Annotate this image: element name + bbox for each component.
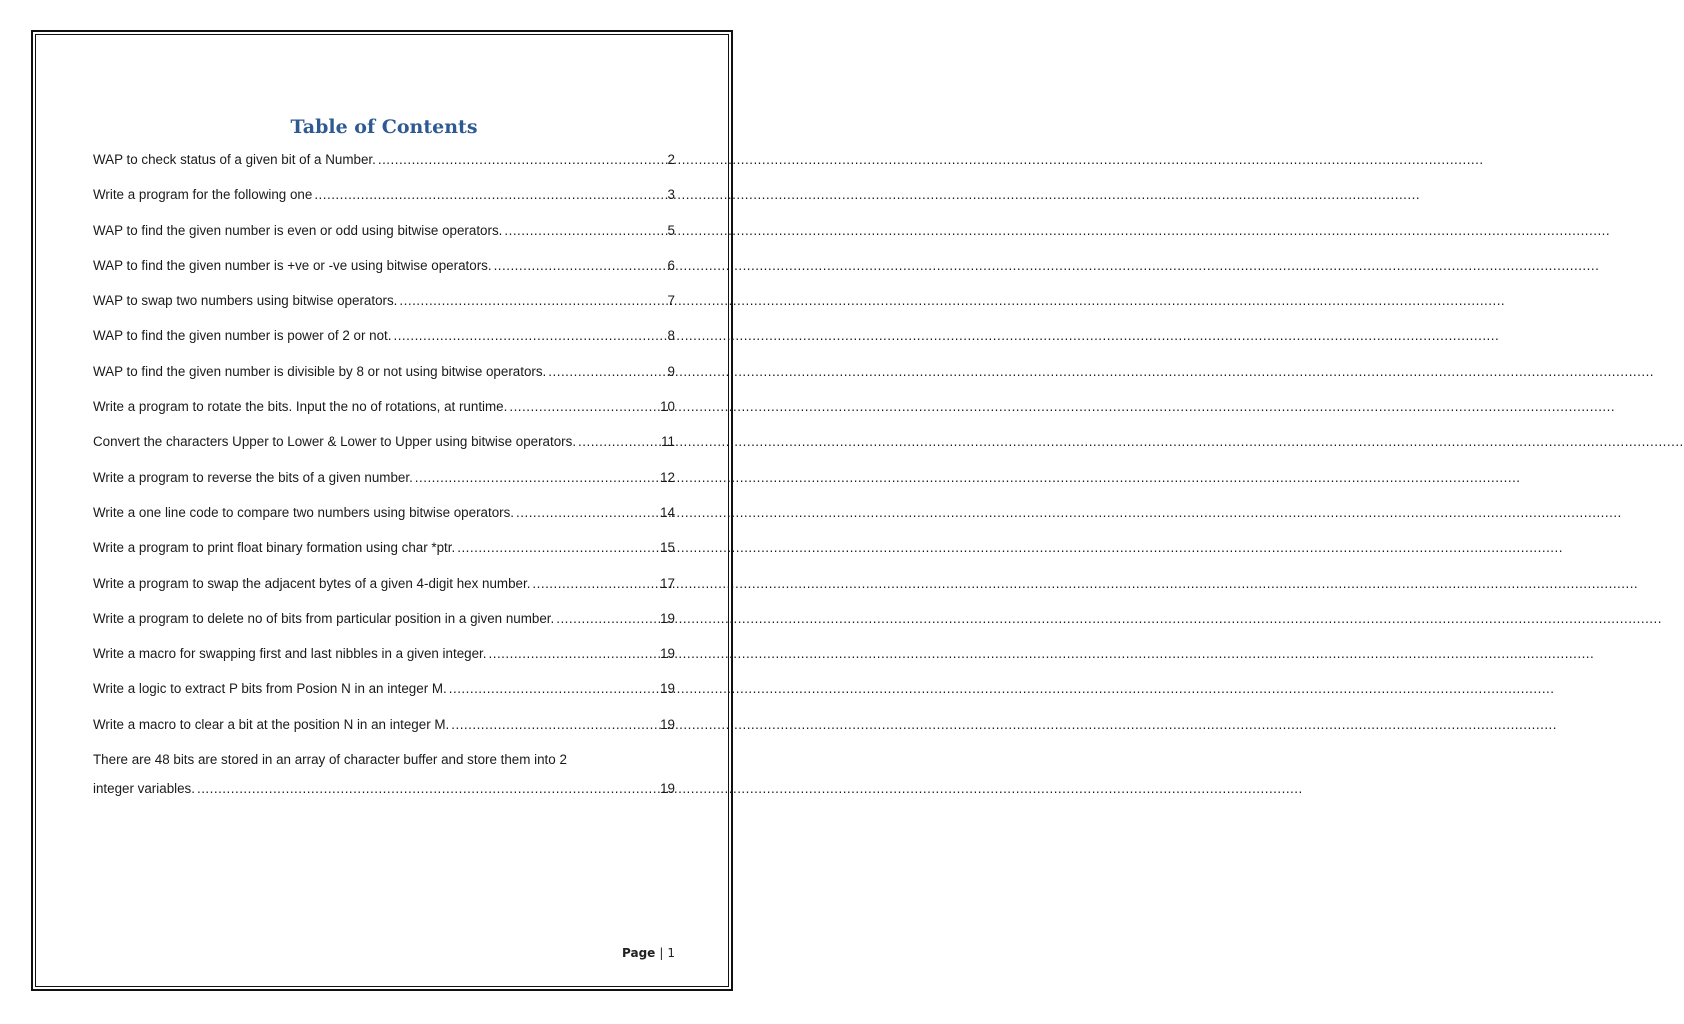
toc-entry-text: WAP to find the given number is even or odd using bitwise operators. [93,222,503,238]
toc-title: Table of Contents [290,116,478,138]
toc-entry-page: 6 [667,257,675,273]
toc-entry-text: Write a macro to clear a bit at the position N in an integer M. [93,716,450,732]
toc-entry-text: Write a program to delete no of bits from particular position in a given number. [93,610,555,626]
toc-entry-leader [509,397,658,417]
toc-entry-text: Write a one line code to compare two numbers using bitwise operators. [93,504,515,520]
toc-entry-text: Write a program to print float binary formation using char *ptr. [93,540,456,556]
toc-entry-text: WAP to swap two numbers using bitwise operators. [93,293,398,309]
toc-entry[interactable] [93,609,675,644]
toc-entry[interactable] [93,468,675,503]
page-footer [622,946,675,960]
toc-entry-page: 3 [667,187,675,203]
toc-entry-page: 10 [660,399,675,415]
footer-page-number: 1 [667,946,675,960]
toc-entry-text: Write a logic to extract P bits from Posion N in an integer M. [93,681,447,697]
toc-entry-text: WAP to find the given number is +ve or -ve using bitwise operators. [93,257,492,273]
toc-entry-leader [532,574,658,594]
toc-entry-text: Write a program to swap the adjacent bytes of a given 4-digit hex number. [93,575,531,591]
toc-entry[interactable] [93,679,675,714]
toc-entry-page: 11 [661,434,675,450]
toc-entry[interactable] [93,256,675,291]
toc-entry[interactable] [93,715,675,750]
toc-entry[interactable] [93,362,675,397]
toc-entry[interactable] [93,503,675,538]
toc-entry-page: 19 [660,716,675,732]
toc-entry-page: 17 [660,575,675,591]
toc-entry-leader [449,679,658,699]
toc-entry-line2 [93,779,675,799]
toc-entry-page: 8 [667,328,675,344]
toc-entry[interactable] [93,574,675,609]
toc-entry-text: Write a macro for swapping first and last nibbles in a given integer. [93,646,487,662]
toc-entry-text: WAP to check status of a given bit of a Number. [93,152,376,167]
toc-entry-text-line2: integer variables. [93,781,195,797]
toc-entry-leader [451,715,658,735]
toc-entry-multiline[interactable] [93,750,675,799]
toc-entry-leader [556,609,658,629]
toc-entry-leader [516,503,658,523]
toc-entry-page: 7 [667,293,675,309]
toc-entry-page: 12 [660,469,675,485]
toc-entry[interactable] [93,397,675,432]
toc-entry-text: WAP to find the given number is divisible by 8 or not using bitwise operators. [93,363,547,379]
toc-list [93,150,675,799]
toc-entry-text: Write a program to rotate the bits. Input the no of rotations, at runtime. [93,399,508,415]
toc-entry-page: 5 [667,222,675,238]
toc-entry-leader [494,256,666,276]
toc-entry-leader [399,291,665,311]
toc-entry-leader [415,468,658,488]
toc-entry-leader [457,538,658,558]
toc-entry-page: 15 [660,540,675,556]
toc-entry[interactable] [93,150,675,185]
toc-entry-leader [393,326,665,346]
toc-entry-page: 2 [667,152,675,167]
toc-entry-page: 19 [660,646,675,662]
toc-entry-text: Convert the characters Upper to Lower & Lower to Upper using bitwise operators. [93,434,577,450]
footer-page-label: Page [622,946,656,960]
footer-separator: | [659,946,664,960]
toc-entry-text: WAP to find the given number is power of 2 or not. [93,328,392,344]
toc-entry-leader [197,779,658,799]
toc-entry-leader [578,432,659,452]
toc-entry-leader [504,221,665,241]
toc-entry-leader [378,150,666,170]
toc-entry-page: 14 [660,504,675,520]
toc-entry[interactable] [93,291,675,326]
toc-entry-text: Write a program for the following one [93,187,313,203]
toc-entry-page: 9 [667,363,675,379]
toc-entry-page: 19 [660,781,675,797]
toc-entry[interactable] [93,326,675,361]
toc-entry[interactable] [93,538,675,573]
toc-entry[interactable] [93,644,675,679]
toc-entry-page: 19 [660,610,675,626]
toc-entry-leader [314,185,665,205]
toc-entry[interactable] [93,185,675,220]
toc-entry-leader [489,644,659,664]
toc-entry-text: Write a program to reverse the bits of a given number. [93,469,413,485]
toc-entry-text-line1: There are 48 bits are stored in an array of character buffer and store them into 2 [93,752,567,768]
toc-entry[interactable] [93,432,675,467]
toc-entry-leader [548,362,665,382]
toc-entry-page: 19 [660,681,675,697]
toc-entry[interactable] [93,221,675,256]
